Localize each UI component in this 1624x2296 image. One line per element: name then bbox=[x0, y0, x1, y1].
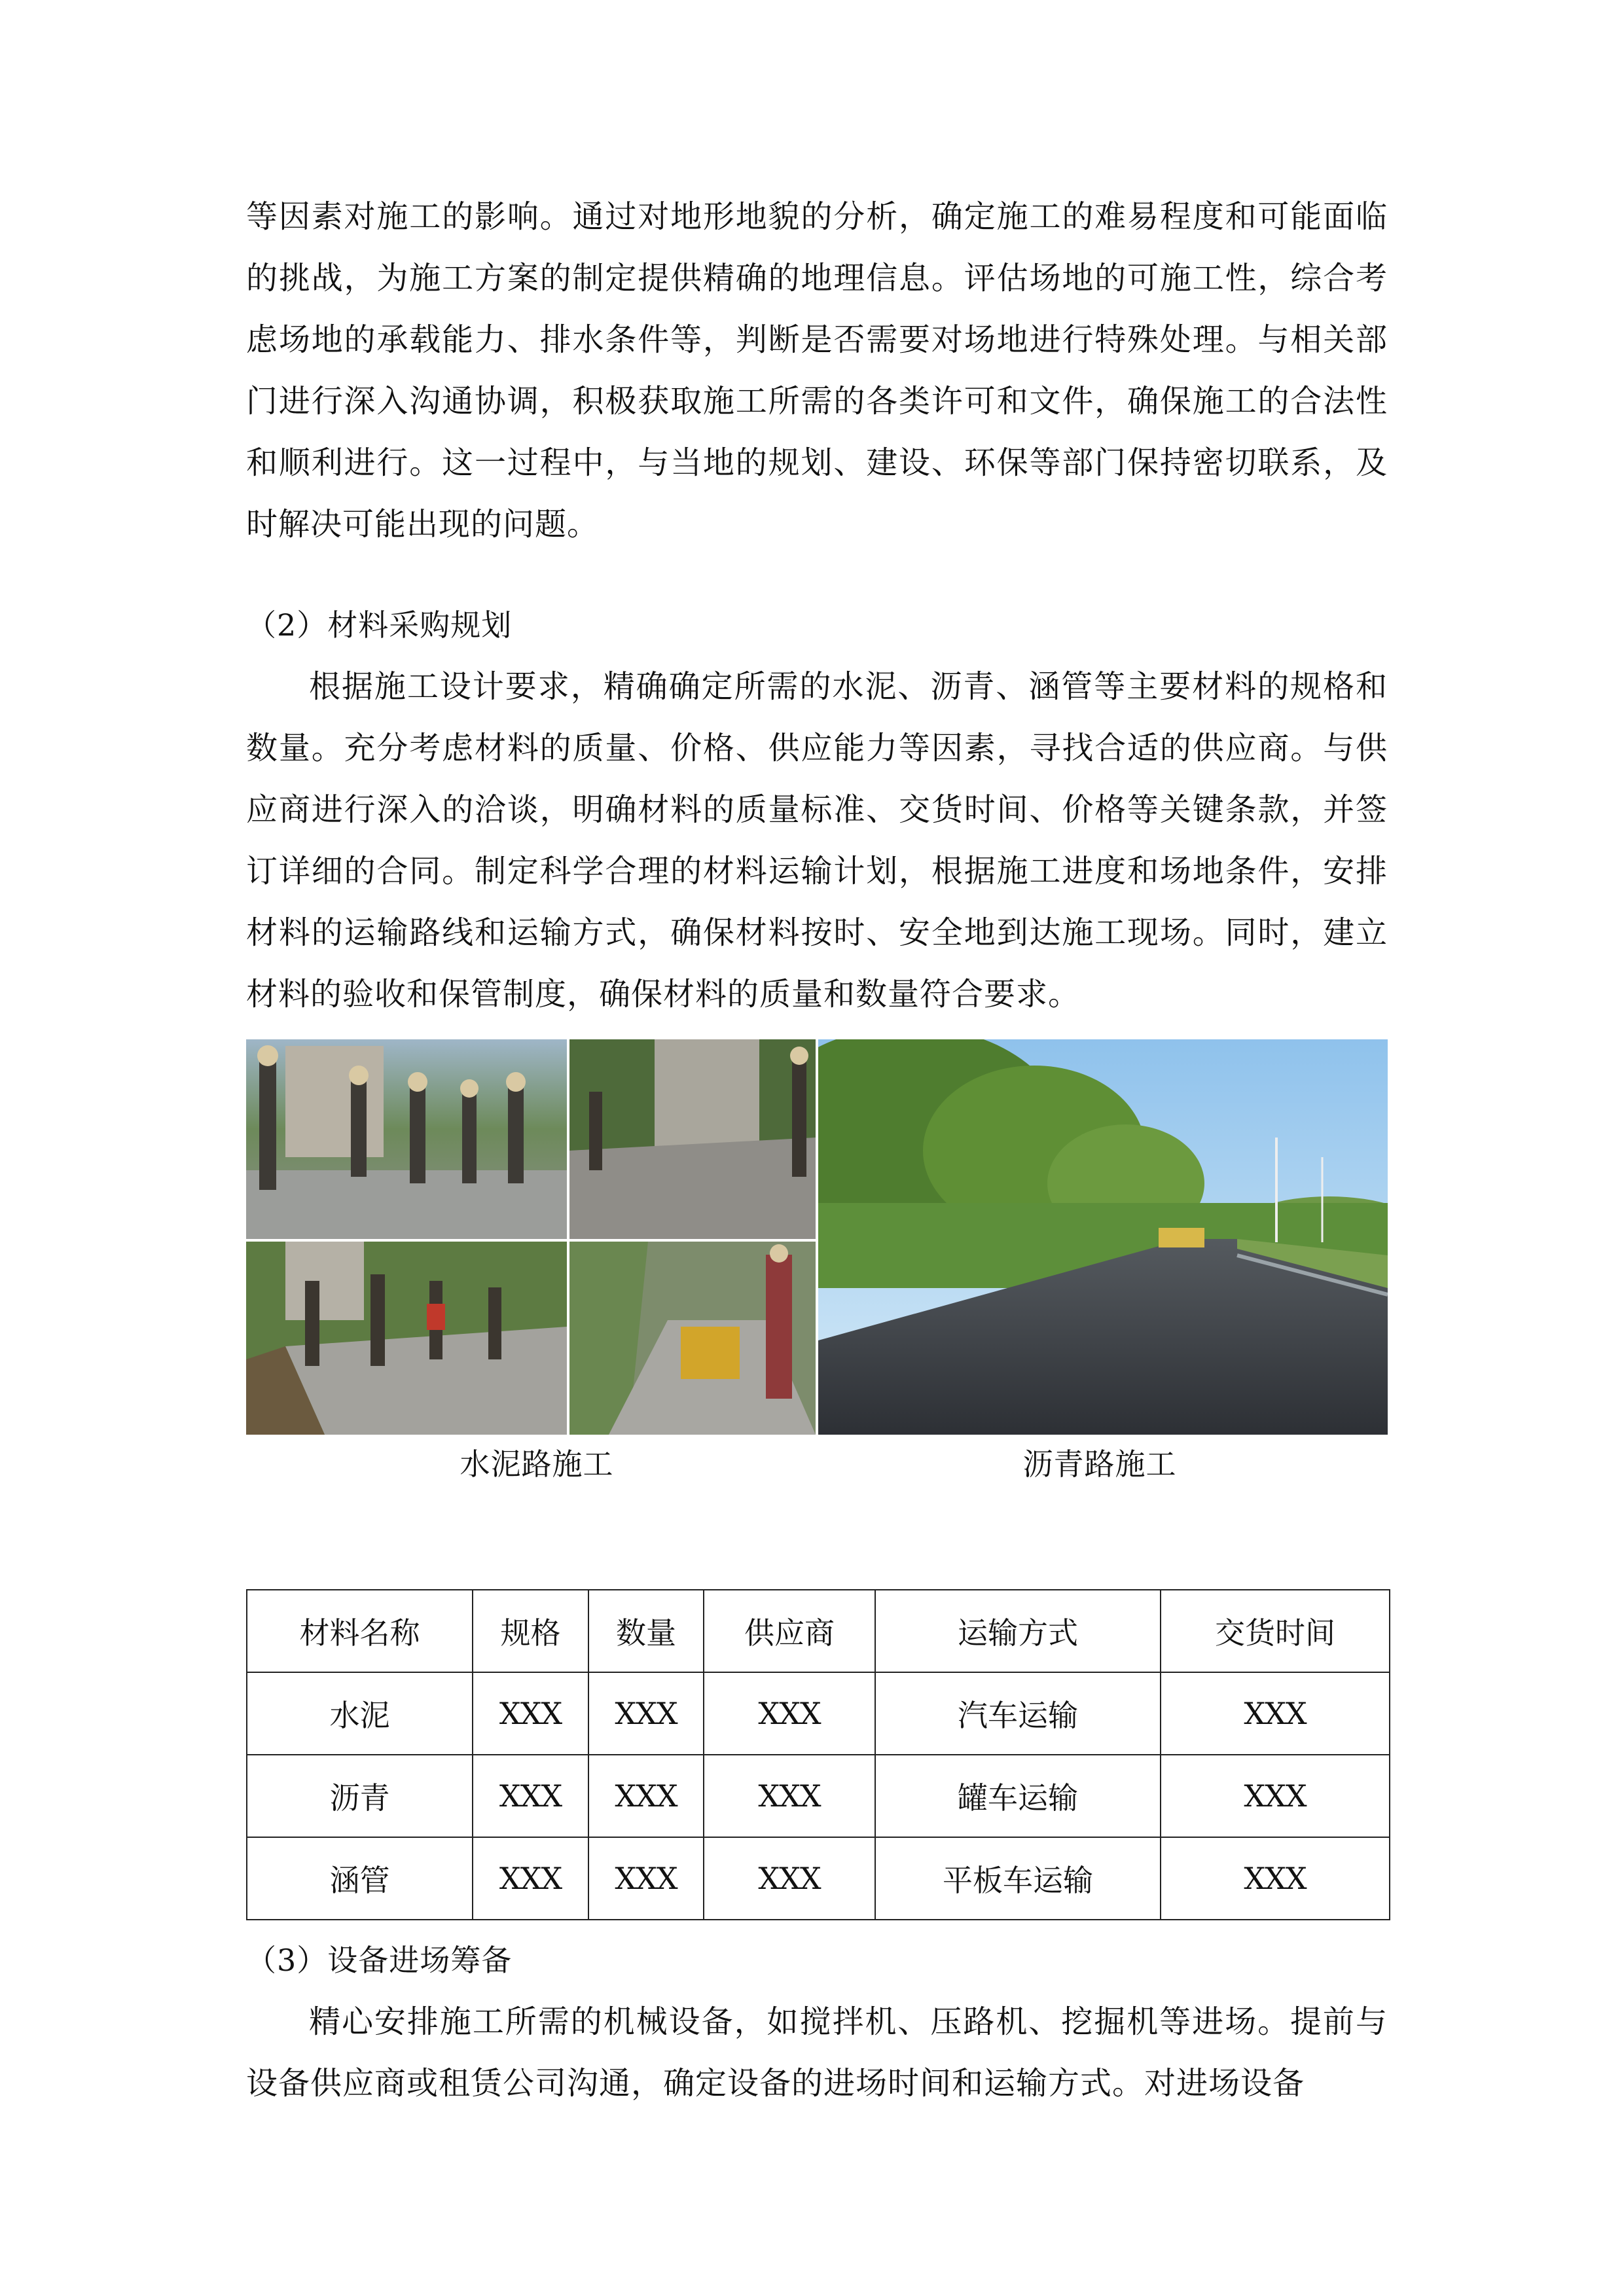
materials-table bbox=[246, 1589, 1390, 1920]
table-row bbox=[247, 1837, 1390, 1920]
top-text-block bbox=[246, 186, 1388, 555]
table-cell: 罐车运输 bbox=[875, 1755, 1161, 1837]
table-cell: 汽车运输 bbox=[875, 1672, 1161, 1755]
table-header-cell: 交货时间 bbox=[1161, 1590, 1390, 1672]
table-cell: 涵管 bbox=[247, 1837, 473, 1920]
photo-concrete-2 bbox=[569, 1039, 816, 1239]
table-header-row bbox=[247, 1590, 1390, 1672]
table-cell: XXX bbox=[588, 1755, 704, 1837]
table-cell: XXX bbox=[588, 1837, 704, 1920]
table-cell: XXX bbox=[1161, 1837, 1390, 1920]
table-cell: XXX bbox=[473, 1837, 588, 1920]
table-cell: 平板车运输 bbox=[875, 1837, 1161, 1920]
photo-concrete-4 bbox=[569, 1242, 816, 1435]
section-heading-equipment: （3）设备进场筹备 bbox=[246, 1943, 513, 1978]
table-cell: XXX bbox=[704, 1755, 875, 1837]
table-cell: 沥青 bbox=[247, 1755, 473, 1837]
photo-concrete-3 bbox=[246, 1242, 567, 1435]
table-row bbox=[247, 1672, 1390, 1755]
table-header-cell: 数量 bbox=[588, 1590, 704, 1672]
table-header-cell: 供应商 bbox=[704, 1590, 875, 1672]
table-cell: XXX bbox=[473, 1755, 588, 1837]
table-cell: XXX bbox=[1161, 1755, 1390, 1837]
table-header-cell: 材料名称 bbox=[247, 1590, 473, 1672]
table-cell: 水泥 bbox=[247, 1672, 473, 1755]
section-heading-materials: （2）材料采购规划 bbox=[246, 607, 513, 643]
table-cell: XXX bbox=[473, 1672, 588, 1755]
construction-photo-figure bbox=[246, 1039, 1388, 1435]
caption-asphalt-road: 沥青路施工 bbox=[1022, 1446, 1177, 1482]
table-header-cell: 规格 bbox=[473, 1590, 588, 1672]
photo-concrete-1 bbox=[246, 1039, 567, 1239]
caption-concrete-road: 水泥路施工 bbox=[460, 1446, 614, 1482]
table-cell: XXX bbox=[588, 1672, 704, 1755]
section-body-materials: 根据施工设计要求，精确确定所需的水泥、沥青、涵管等主要材料的规格和数量。充分考虑材料的质量、价格、供应能力等因素，寻找合适的供应商。与供应商进行深入的洽谈，明确材料的质量标准、交货时间、价格等关键条款，并签订详细的合同。制定科学合理的材料运输计划，根据施工进度和场地条件，安排材料的运输路线和运输方式，确保材料按时、安全地到达施工现场。同时，建立材料的验收和保管制度，确保材料的质量和数量符合要求。 bbox=[246, 668, 1388, 1013]
table-cell: XXX bbox=[1161, 1672, 1390, 1755]
section-body-equipment: 精心安排施工所需的机械设备，如搅拌机、压路机、挖掘机等进场。提前与设备供应商或租赁公司沟通，确定设备的进场时间和运输方式。对进场设备 bbox=[246, 2003, 1388, 2102]
section-materials bbox=[246, 594, 1388, 1025]
section-equipment bbox=[246, 1929, 1388, 2114]
table-cell: XXX bbox=[704, 1837, 875, 1920]
table-row bbox=[247, 1755, 1390, 1837]
table-header-cell: 运输方式 bbox=[875, 1590, 1161, 1672]
paragraph-continuation: 等因素对施工的影响。通过对地形地貌的分析，确定施工的难易程度和可能面临的挑战，为施工方案的制定提供精确的地理信息。评估场地的可施工性，综合考虑场地的承载能力、排水条件等，判断是否需要对场地进行特殊处理。与相关部门进行深入沟通协调，积极获取施工所需的各类许可和文件，确保施工的合法性和顺利进行。这一过程中，与当地的规划、建设、环保等部门保持密切联系，及时解决可能出现的问题。 bbox=[246, 198, 1388, 543]
table-cell: XXX bbox=[704, 1672, 875, 1755]
photo-asphalt-road bbox=[818, 1039, 1388, 1435]
